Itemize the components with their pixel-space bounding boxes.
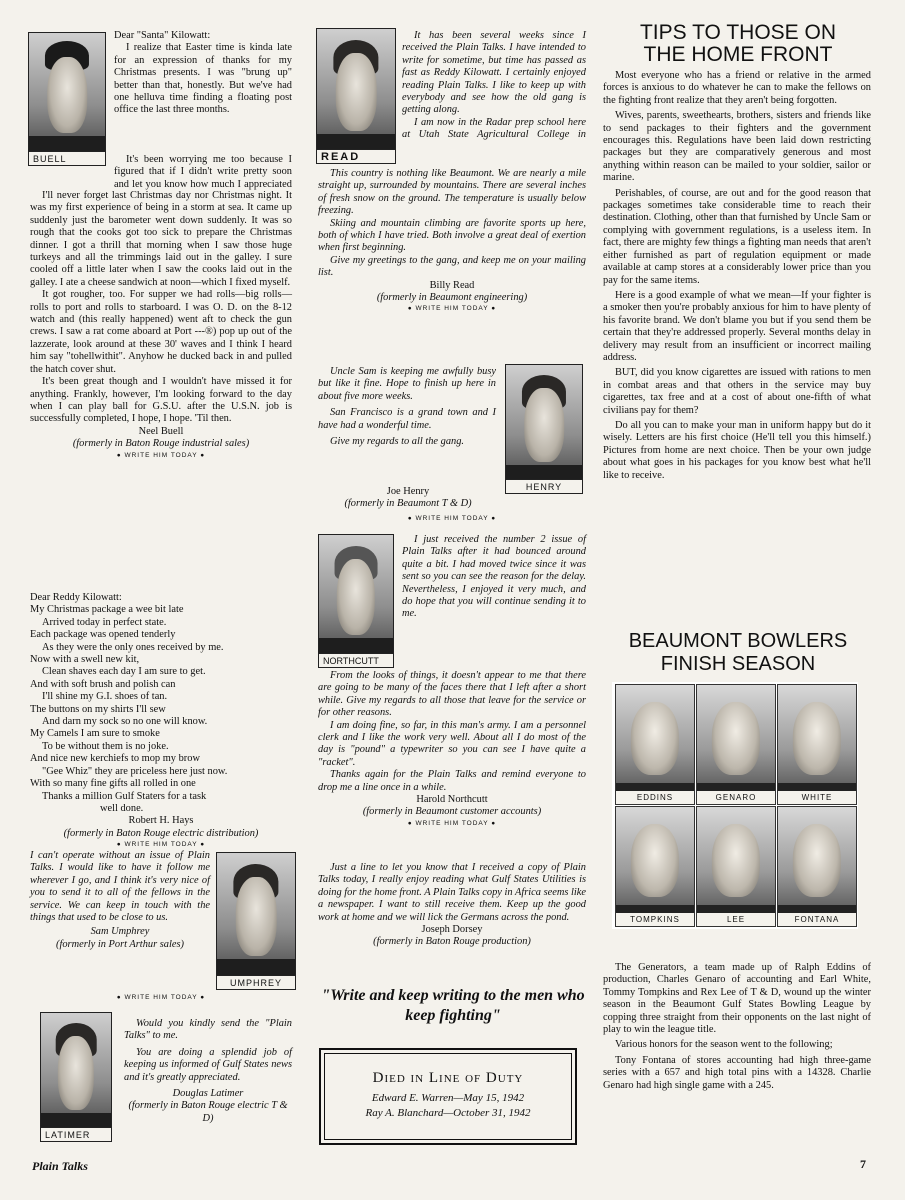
face-shape: [631, 702, 679, 776]
hays-salutation: Dear Reddy Kilowatt:: [30, 592, 122, 603]
buell-paragraph: I'll never forget last Christmas day nor Christmas night. It was my first experience of being in a storm at sea. It came up suddenly just the barometer went down suddenly. It was so rough that the cooks got too sick to prepare the Christmas dinner. I got a thrill that morning when I saw those huge turkeys and all the trimmings laid out in the galley. I sure cooled off a little later when I saw the cooks laid out in the galley. I ate a cheese sandwich at noon—which I fixed myself.: [30, 190, 292, 288]
face-shape: [793, 702, 841, 776]
died-line-2: Ray A. Blanchard—October 31, 1942: [365, 1107, 531, 1119]
northcutt-paragraph: From the looks of things, it doesn't appear to me that there are going to be many of the faces there that I left after a short while. Give my regards to all those that leave for the service or for other reasons.: [318, 670, 586, 719]
tips-paragraph: Most everyone who has a friend or relative in the armed forces is anxious to do whatever he can to make the fellows on the fighting front realize that they aren't being forgotten.: [603, 70, 871, 106]
tips-paragraph: Perishables, of course, are out and for the good reason that packages sometimes take considerable time to reach their destination. Clothing, other than that furnished by Uncle Sam or complying with government regulations, is a useless item. In fact, there are mighty few things a fighting man needs that aren't either furnished as part of regulation equipment or made available at camp stores at a considerably lower price than you pay for the same items.: [603, 187, 871, 286]
bowler-caption: GENARO: [697, 790, 775, 804]
read-signature: Billy Read: [429, 279, 475, 291]
bowler-photo: [615, 684, 695, 805]
read-caption: READ: [317, 149, 395, 163]
face-shape: [712, 702, 760, 776]
poem-line: With so many fine gifts all rolled in one: [30, 778, 196, 790]
poem-line: The buttons on my shirts I'll sew: [30, 703, 166, 715]
northcutt-paragraph: I am doing fine, so far, in this man's army. I am a personnel clerk and I like the work very well. About all I do most of the day is "pound" a typewriter so you can see I have quite a "racket".: [318, 719, 586, 768]
write-him-today-divider: ● WRITE HIM TODAY ●: [407, 819, 497, 827]
poem-line: My Camels I am sure to smoke: [30, 728, 160, 740]
write-him-today-divider: ● WRITE HIM TODAY ●: [116, 994, 206, 1001]
northcutt-paragraph: Thanks again for the Plain Talks and remind everyone to drop me a line once in a while.: [318, 769, 586, 793]
northcutt-former: (formerly in Beaumont customer accounts): [362, 806, 542, 818]
buell-letter: [114, 30, 292, 117]
poem-line: My Christmas package a wee bit late: [30, 604, 184, 616]
henry-paragraph: San Francisco is a grand town and I have had a wonderful time.: [318, 407, 496, 431]
footer-title: Plain Talks: [32, 1159, 88, 1173]
northcutt-paragraph: I just received the number 2 issue of Plain Talks after it had bounced around quite a bit. I had moved twice since it was sent so you can see the reason for the delay. Nevertheless, I enjoyed it very much, and do hope that you will continue sending it to me.: [402, 534, 586, 620]
tips-paragraph: Do all you can to make your man in uniform happy but do it wisely. Letters are his first choice (He'll tell you this himself.) Pictures from home are next choice. Then be your own judge about what goes in his packages for you know best what he'll like to receive.: [603, 419, 871, 481]
bowlers-paragraph: Various honors for the season went to the following;: [615, 1039, 833, 1051]
write-him-today-divider: ● WRITE HIM TODAY ●: [116, 451, 206, 459]
face-shape: [712, 824, 760, 898]
dorsey-former: (formerly in Baton Rouge production): [373, 936, 531, 948]
died-in-line-of-duty-box: [319, 1048, 577, 1145]
umphrey-letter: [30, 850, 210, 951]
bowler-photo: [615, 806, 695, 927]
poem-line: And darn my sock so no one will know.: [42, 716, 208, 728]
poem-line: And with soft brush and polish can: [30, 678, 176, 690]
northcutt-caption: NORTHCUTT: [319, 653, 393, 667]
read-paragraph: It has been several weeks since I received the Plain Talks. I have intended to write for sometime, but time has passed as fast as Reddy Kilowatt. I certainly enjoyed reading Plain Talks. I like to keep up with everybody and see how the old gang is getting along.: [402, 30, 586, 116]
face-shape: [524, 388, 564, 462]
slogan: "Write and keep writing to the men who keep fighting": [321, 987, 585, 1024]
bowlers-photo-grid: [612, 682, 858, 929]
read-former: (formerly in Beaumont engineering): [376, 292, 528, 304]
bowlers-article: [603, 962, 871, 1092]
buell-paragraph: It got rougher, too. For supper we had rolls—big rolls—rolls to port and rolls to starboard. I was O. D. on the 8-12 watch and (this really happened) went aft to check the gun crews. I saw a rat come aboard at Port ---®) pop up out of the lazzerate, look around at these 30' waves and I think I heard him say "tohellwithit". Anyhow he ducked back in and pulled the hatch cover shut.: [30, 289, 292, 375]
northcutt-signature: Harold Northcutt: [416, 794, 488, 806]
dorsey-text: Just a line to let you know that I received a copy of Plain Talks today, I really enjoy reading what Gulf States Utilities is doing for the home front. A Plain Talks copy in Africa seems like a newspaper. I want to still receive them. Keep up the good work at home and we will lick the Germans across the pond.: [318, 862, 586, 923]
face-shape: [337, 559, 375, 636]
tips-article: [603, 70, 871, 482]
henry-photo: [505, 364, 583, 494]
buell-salutation: Dear "Santa" Kilowatt:: [114, 30, 211, 41]
bowlers-title: [604, 630, 872, 676]
bowlers-title-line: FINISH SEASON: [660, 653, 816, 675]
umphrey-caption: UMPHREY: [217, 975, 295, 989]
tips-paragraph: Here is a good example of what we mean—If your fighter is a smoker then you're probably anxious for him to have plenty of his favorite brand. We don't blame you but if you send them be certain that they're addressed properly. Several months delay in delivery may result from an insufficient or incorrect mailing address.: [603, 289, 871, 363]
bowlers-paragraph: Tony Fontana of stores accounting had high three-game series with a 657 and high total pins with a 14328. Charlie Genaro had high single game with a 245.: [603, 1054, 871, 1091]
write-him-today-divider: ● WRITE HIM TODAY ●: [407, 305, 497, 313]
tips-title: [604, 22, 872, 66]
latimer-photo: [40, 1012, 112, 1142]
northcutt-letter-cont: [318, 670, 586, 829]
bowler-photo: [777, 806, 857, 927]
latimer-former: (formerly in Baton Rouge electric T & D): [128, 1100, 288, 1124]
latimer-letter: [124, 1018, 292, 1125]
bowler-caption: LEE: [697, 912, 775, 926]
bowler-caption: WHITE: [778, 790, 856, 804]
tips-paragraph: Wives, parents, sweethearts, brothers, sisters and friends like to send packages to their fighters and the government encourages this. Regulations have been laid down restricting packages but they are comparatively generous and most anything within reason can be mailed to your soldier, sailor or marine.: [603, 110, 871, 184]
read-letter-cont: [318, 168, 586, 314]
dorsey-signature: Joseph Dorsey: [421, 924, 483, 936]
face-shape: [47, 57, 87, 134]
poem-line: "Gee Whiz" they are priceless here just now.: [42, 765, 228, 777]
hays-former: (formerly in Baton Rouge electric distribution): [63, 827, 259, 839]
buell-former: (formerly in Baton Rouge industrial sales): [72, 438, 250, 450]
poem-line: To be without them is no joke.: [42, 740, 169, 752]
umphrey-text: I can't operate without an issue of Plain Talks. I would like to have it follow me wherever I go, and I think it's very nice of you to send it to all of the fellows in the service. We can keep in touch with the things that used to be close to us.: [30, 850, 210, 924]
read-paragraph: Give my greetings to the gang, and keep me on your mailing list.: [318, 254, 586, 279]
bowler-caption: TOMPKINS: [616, 912, 694, 926]
page-number: 7: [860, 1157, 866, 1171]
died-title: Died in Line of Duty: [372, 1070, 524, 1086]
poem-line: Now with a swell new kit,: [30, 654, 140, 666]
henry-sign-block: [318, 486, 498, 511]
henry-caption: HENRY: [506, 479, 582, 493]
bowlers-paragraph: The Generators, a team made up of Ralph Eddins of production, Charles Genaro of accounting and Earl White, Tommy Tompkins and Rex Lee of T & D, wound up the winter season in the Beaumont Gulf States Bowling League by copping three straight from their opponents on the last night of play to win the league title.: [603, 962, 871, 1036]
poem-line: Arrived today in perfect state.: [42, 616, 167, 628]
poem-line: And nice new kerchiefs to mop my brow: [30, 753, 200, 765]
bowler-caption: FONTANA: [778, 912, 856, 926]
read-letter: [402, 30, 586, 141]
buell-paragraph: It's been great though and I wouldn't have missed it for anything. Frankly, however, I'm looking forward to the day when I can play ball for G.S.U. after the U.S.N. job is successfully completed, I hope, I hope. 'Til then.: [30, 376, 292, 425]
henry-former: (formerly in Beaumont T & D): [344, 498, 472, 510]
buell-caption: BUELL: [29, 151, 105, 165]
face-shape: [236, 877, 277, 956]
buell-signature: Neel Buell: [138, 425, 184, 437]
read-photo: [316, 28, 396, 164]
bowler-photo: [696, 806, 776, 927]
write-him-today-divider: ● WRITE HIM TODAY ●: [407, 515, 497, 522]
poem-line: I'll shine my G.I. shoes of tan.: [42, 691, 168, 703]
latimer-paragraph: Would you kindly send the "Plain Talks" to me.: [124, 1018, 292, 1042]
northcutt-letter: [402, 534, 586, 621]
poem-line: well done.: [100, 802, 144, 814]
hays-poem: [30, 604, 292, 815]
read-paragraph: This country is nothing like Beaumont. We are nearly a mile straight up, surrounded by mountains. There are several inches of fresh snow on the ground. The temperature is usually below freezing.: [318, 168, 586, 217]
northcutt-photo: [318, 534, 394, 668]
face-shape: [336, 53, 377, 131]
died-line-1: Edward E. Warren—May 15, 1942: [371, 1092, 525, 1104]
bowlers-title-line: BEAUMONT BOWLERS: [628, 630, 848, 652]
latimer-signature: Douglas Latimer: [172, 1088, 244, 1100]
buell-photo: [28, 32, 106, 166]
read-paragraph: I am now in the Radar prep school here at Utah State Agricultural College in: [402, 116, 586, 141]
bowler-photo: [777, 684, 857, 805]
bowler-caption: EDDINS: [616, 790, 694, 804]
poem-line: Thanks a million Gulf Staters for a task: [42, 790, 207, 802]
umphrey-signature: Sam Umphrey: [90, 926, 150, 938]
poem-line: Clean shaves each day I am sure to get.: [42, 666, 206, 678]
henry-paragraph: Give my regards to all the gang.: [330, 436, 464, 448]
henry-signature: Joe Henry: [386, 486, 430, 497]
henry-letter: [318, 366, 496, 448]
dorsey-letter: [318, 862, 586, 949]
henry-paragraph: Uncle Sam is keeping me awfully busy but like it fine. Hope to finish up here in about five more weeks.: [318, 366, 496, 402]
latimer-paragraph: You are doing a splendid job of keeping us informed of Gulf States news and it's greatly appreciated.: [124, 1046, 292, 1083]
buell-letter-full: [30, 190, 292, 461]
buell-paragraph: I realize that Easter time is kinda late for an expression of thanks for my Christmas presents. I was "brung up" better than that, honestly. But we've had one helluva time finding a floating post office the last three months.: [114, 42, 292, 116]
face-shape: [58, 1036, 94, 1110]
face-shape: [793, 824, 841, 898]
poem-line: Each package was opened tenderly: [30, 629, 176, 641]
read-paragraph: Skiing and mountain climbing are favorite sports up here, both of which I have tried. Both involve a great deal of exertion when first beginning.: [318, 217, 586, 254]
hays-signature: Robert H. Hays: [128, 815, 194, 827]
face-shape: [631, 824, 679, 898]
poem-line: As they were the only ones received by me.: [42, 641, 224, 653]
tips-paragraph: BUT, did you know cigarettes are issued with rations to men in combat areas and that others in the service may buy cigarettes, tax free and at a cost of about one-fifth of what civilians pay for them?: [603, 367, 871, 416]
umphrey-former: (formerly in Port Arthur sales): [56, 938, 184, 950]
bowler-photo: [696, 684, 776, 805]
buell-letter-cont: [114, 154, 292, 191]
hays-letter: [30, 592, 292, 850]
tips-title-line: THE HOME FRONT: [643, 43, 833, 66]
latimer-caption: LATIMER: [41, 1127, 111, 1141]
buell-paragraph: It's been worrying me too because I figured that if I didn't write pretty soon and let you know how much I appreciated: [114, 154, 292, 190]
umphrey-photo: [216, 852, 296, 990]
tips-title-line: TIPS TO THOSE ON: [639, 21, 837, 44]
write-him-today-divider: ● WRITE HIM TODAY ●: [116, 841, 206, 849]
